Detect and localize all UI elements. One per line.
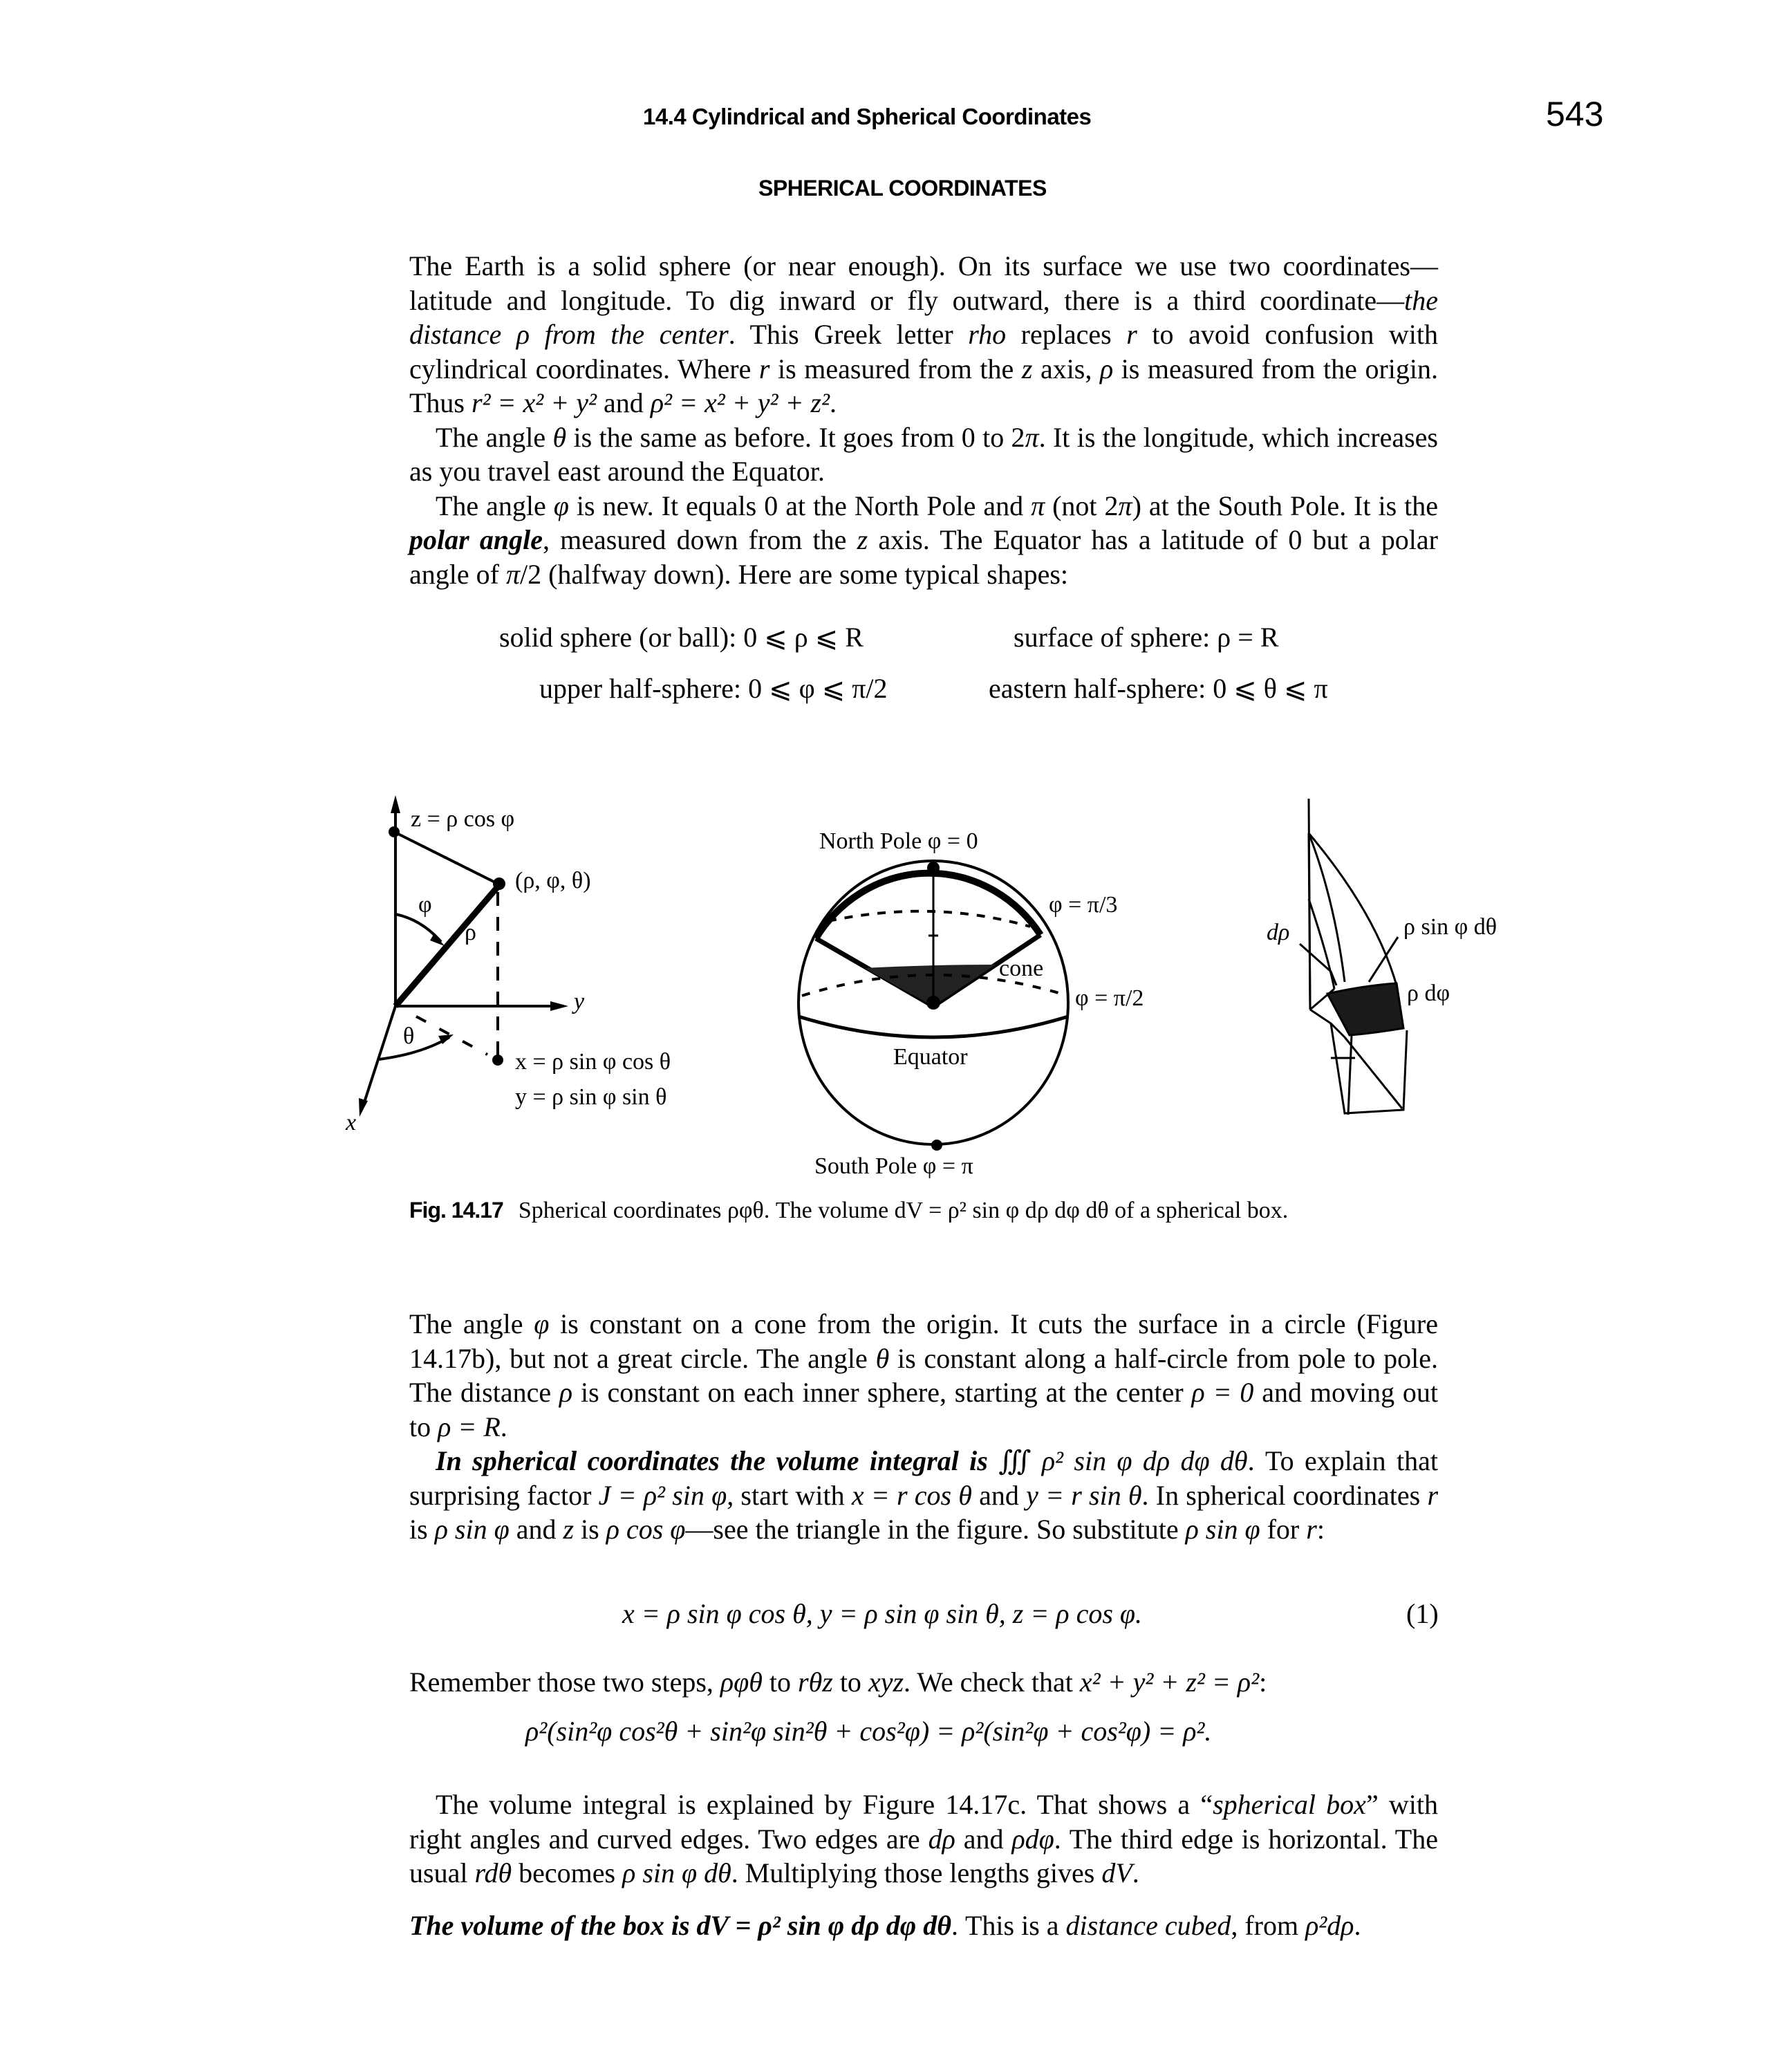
text-run: . Multiplying those lengths gives: [731, 1857, 1102, 1888]
text-run: , start with: [727, 1479, 852, 1511]
text-run: . This Greek letter: [728, 319, 969, 350]
text-run: , from: [1231, 1910, 1306, 1941]
text-run: is measured from the origin. Thus: [409, 353, 1439, 418]
text-run: . To explain that surprising factor: [409, 1445, 1439, 1511]
math-equation: ρ = 0: [1191, 1377, 1254, 1408]
math-var: r: [1427, 1479, 1439, 1511]
math-var: dρ: [928, 1823, 955, 1855]
math-equation: x = r cos θ: [851, 1479, 972, 1511]
text-run: is new. It equals 0 at the North Pole and: [568, 490, 1032, 521]
shape-surface-sphere: surface of sphere: ρ = R: [1014, 622, 1279, 653]
math-equation: ρ sin φ dθ: [622, 1857, 731, 1888]
text-run: . We check that: [904, 1666, 1080, 1698]
text-run: The Earth is a solid sphere (or near enough). On its surface we use two coordinates—latitude and longitude. To dig inward or fly outward, there is a third coordinate—: [409, 250, 1438, 316]
math-var: z: [857, 524, 868, 555]
text-run: :: [1259, 1666, 1267, 1698]
paragraph-spherical-box-text: [409, 1787, 1438, 1891]
text-run: ” with right angles and curved edges. Two edges are: [409, 1789, 1439, 1855]
text-run: .: [500, 1411, 507, 1442]
phi-label: φ: [418, 892, 432, 918]
text-run: axis. The Equator has a latitude of 0 but a polar angle of: [409, 524, 1438, 590]
math-equation: ρ² sin φ dρ dφ dθ: [1041, 1445, 1248, 1476]
text-run: is constant on each inner sphere, starting at the center: [572, 1377, 1192, 1408]
text-run: is constant along a half-circle from pole to pole. The distance: [409, 1342, 1438, 1408]
x-axis-label: x: [346, 1110, 357, 1135]
y-axis-label: y: [574, 989, 585, 1014]
north-pole-label: North Pole φ = 0: [819, 828, 978, 854]
math-var: ρ: [559, 1377, 573, 1408]
caption-text: Spherical coordinates ρφθ. The volume dV = ρ² sin φ dρ dφ dθ of a spherical box.: [518, 1198, 1289, 1223]
integral-sign: ∭: [987, 1445, 1042, 1476]
math-var: ρdφ: [1011, 1823, 1054, 1855]
shape-solid-sphere: solid sphere (or ball): 0 ⩽ ρ ⩽ R: [499, 622, 864, 653]
body-text: [409, 1307, 1438, 1547]
paragraph-remember: [409, 1665, 1438, 1700]
equation-1-number: (1): [1406, 1598, 1439, 1629]
math-var: ρ: [1099, 353, 1114, 384]
text-run: and: [955, 1823, 1012, 1855]
text-run: is: [409, 1514, 435, 1545]
section-title: SPHERICAL COORDINATES: [758, 176, 1047, 201]
math-var: dV: [1101, 1857, 1132, 1888]
paragraph-remember-text: [409, 1665, 1438, 1700]
rho-dphi-label: ρ dφ: [1407, 981, 1450, 1006]
text-run: is: [574, 1514, 606, 1545]
figure-caption: [409, 1198, 1288, 1224]
math-var: π: [1031, 490, 1045, 521]
key-statement: The volume of the box is dV = ρ² sin φ dρ dφ dθ: [409, 1910, 951, 1941]
math-var: φ: [553, 490, 569, 521]
text-run: to: [832, 1666, 868, 1698]
shape-upper-half-sphere: upper half-sphere: 0 ⩽ φ ⩽ π/2: [539, 673, 888, 704]
math-var: r: [1126, 319, 1137, 350]
text-run: (not 2: [1045, 490, 1119, 521]
text-run: axis,: [1032, 353, 1100, 384]
math-equation: ρ sin φ: [1185, 1514, 1260, 1545]
text-run: .: [1132, 1857, 1139, 1888]
math-equation: ρ² = x² + y² + z²: [650, 387, 830, 418]
text-run: and: [509, 1514, 563, 1545]
math-equation: r² = x² + y²: [472, 387, 597, 418]
math-var: θ: [875, 1342, 890, 1374]
math-var: π: [1025, 421, 1039, 453]
text-run: —see the triangle in the figure. So substitute: [685, 1514, 1186, 1545]
text-run: :: [1316, 1514, 1325, 1545]
math-var: ρφθ: [720, 1666, 763, 1698]
text-run: The angle: [409, 1308, 534, 1339]
text-run: replaces: [1006, 319, 1127, 350]
theta-label: θ: [403, 1023, 415, 1049]
equator-label: Equator: [893, 1044, 968, 1070]
rho-label: ρ: [465, 920, 476, 945]
paragraph-cone: [409, 1307, 1438, 1444]
shape-eastern-half-sphere: eastern half-sphere: 0 ⩽ θ ⩽ π: [989, 673, 1328, 704]
equation-1: x = ρ sin φ cos θ, y = ρ sin φ sin θ, z = ρ cos φ.: [622, 1598, 1143, 1629]
math-var: r: [1306, 1514, 1317, 1545]
z-label: z = ρ cos φ: [411, 806, 515, 832]
phi-pi-third-label: φ = π/3: [1049, 892, 1118, 918]
paragraph-spherical-box: [409, 1787, 1438, 1891]
text-run: .: [830, 387, 837, 418]
paragraph-box-volume-text: [409, 1909, 1438, 1943]
text-run: Remember those two steps,: [409, 1666, 720, 1698]
text-run: ) at the South Pole. It is the: [1132, 490, 1439, 521]
math-var: z: [1021, 353, 1033, 384]
text-run: is the same as before. It goes from 0 to 2: [566, 421, 1025, 453]
math-var: rθz: [798, 1666, 833, 1698]
math-equation: J = ρ² sin φ: [598, 1479, 727, 1511]
math-var: xyz: [868, 1666, 904, 1698]
math-var: φ: [534, 1308, 550, 1339]
cone-label: cone: [999, 956, 1044, 981]
equation-identity: ρ²(sin²φ cos²θ + sin²φ sin²θ + cos²φ) = ρ²(sin²φ + cos²φ) = ρ².: [525, 1716, 1212, 1747]
rho-sin-dtheta-label: ρ sin φ dθ: [1403, 914, 1497, 940]
text-run: . The third edge is horizontal. The usual: [409, 1823, 1438, 1888]
math-var: π: [1118, 490, 1132, 521]
math-equation: x² + y² + z² = ρ²: [1079, 1666, 1260, 1698]
emphasis: the distance ρ from the center: [409, 284, 1438, 350]
phi-pi-half-label: φ = π/2: [1075, 985, 1144, 1011]
text-run: The angle: [436, 490, 554, 521]
text-run: and: [971, 1479, 1027, 1511]
text-run: The volume integral is explained by Figure 14.17c. That shows a “: [436, 1789, 1213, 1820]
math-var: θ: [552, 421, 567, 453]
math-var: π: [505, 558, 520, 590]
math-equation: ρ²dρ: [1305, 1910, 1354, 1941]
emphasis: spherical box: [1213, 1789, 1366, 1820]
text-run: . In spherical coordinates: [1141, 1479, 1428, 1511]
text-run: and moving out to: [409, 1377, 1439, 1442]
math-equation: ρ sin φ: [434, 1514, 510, 1545]
math-var: r: [758, 353, 770, 384]
text-run: /2 (halfway down). Here are some typical shapes:: [520, 558, 1069, 590]
key-statement: In spherical coordinates the volume integral is: [436, 1445, 988, 1476]
math-equation: ρ cos φ: [606, 1514, 686, 1545]
text-run: to: [762, 1666, 799, 1698]
math-var: rdθ: [474, 1857, 512, 1888]
running-head: 14.4 Cylindrical and Spherical Coordinates: [643, 104, 1092, 129]
x-equation: x = ρ sin φ cos θ: [515, 1049, 671, 1075]
text-run: is constant on a cone from the origin. It cuts the surface in a circle (Figure 14.17b), but not a great circle. The angle: [409, 1308, 1439, 1374]
paragraph-volume-integral: [409, 1444, 1438, 1547]
d-rho-label: dρ: [1267, 920, 1290, 945]
y-equation: y = ρ sin φ sin θ: [515, 1084, 667, 1110]
paragraph-box-volume: [409, 1909, 1438, 1943]
text-run: The angle: [436, 421, 553, 453]
math-equation: y = r sin θ: [1026, 1479, 1142, 1511]
text-run: .: [1354, 1910, 1361, 1941]
page-number: 543: [1546, 95, 1604, 133]
text-run: becomes: [512, 1857, 623, 1888]
text-run: . It is the longitude, which increases as you travel east around the Equator.: [409, 421, 1438, 487]
text-run: and: [597, 387, 651, 418]
text-run: for: [1260, 1514, 1307, 1545]
math-equation: ρ = R: [438, 1411, 501, 1442]
text-run: is measured from the: [769, 353, 1022, 384]
emphasis: distance cubed: [1065, 1910, 1231, 1941]
figure-number: Fig. 14.17: [409, 1198, 503, 1223]
point-label: (ρ, φ, θ): [515, 868, 591, 893]
math-var: z: [563, 1514, 575, 1545]
text-run: . This is a: [951, 1910, 1066, 1941]
text-run: to avoid confusion with cylindrical coordinates. Where: [409, 319, 1439, 384]
south-pole-label: South Pole φ = π: [814, 1153, 973, 1179]
emphasis: rho: [968, 319, 1007, 350]
key-term: polar angle: [409, 524, 543, 555]
text-run: , measured down from the: [542, 524, 857, 555]
